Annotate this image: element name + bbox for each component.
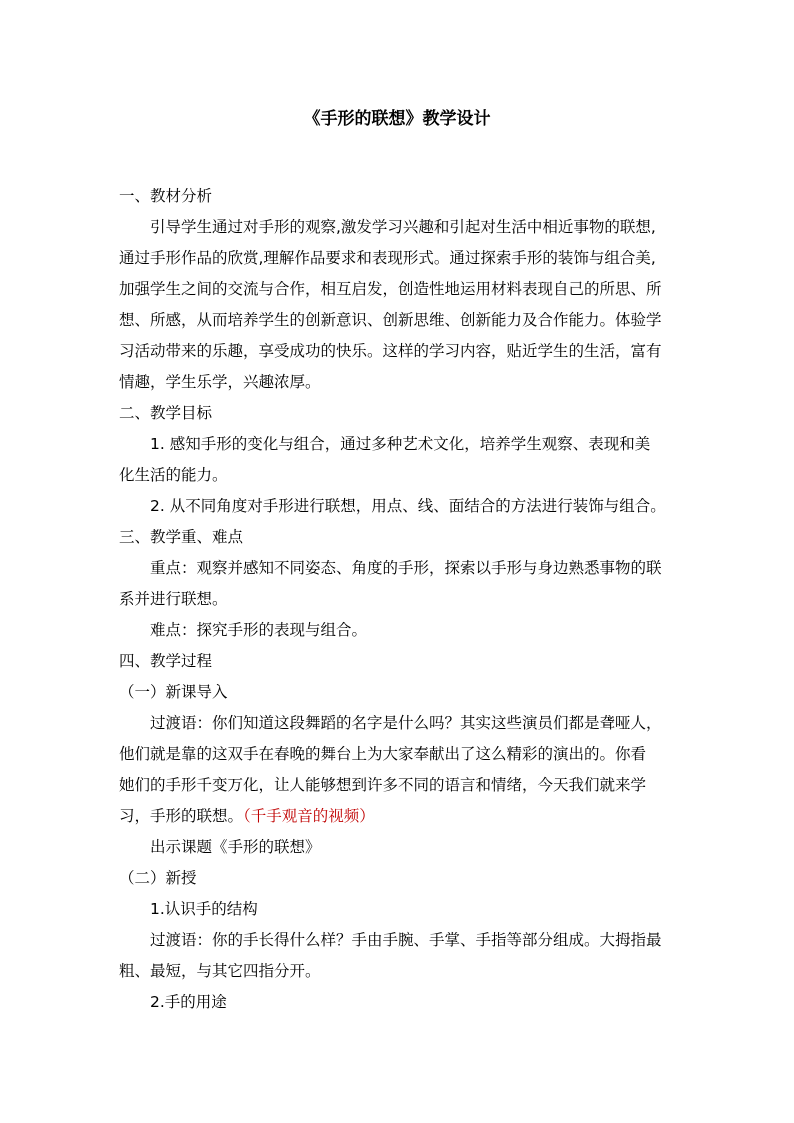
document-body (119, 181, 679, 1018)
subsection-heading-1: （一）新课导入 (119, 683, 228, 701)
section-heading-3: 三、教学重、难点 (119, 528, 244, 546)
section-heading-2: 二、教学目标 (119, 404, 213, 422)
paragraph-line: 习活动带来的乐趣，享受成功的快乐。这样的学习内容，贴近学生的生活，富有 (119, 342, 662, 360)
paragraph-line: 想、所感，从而培养学生的创新意识、创新思维、创新能力及合作能力。体验学 (119, 311, 662, 329)
paragraph-line: 他们就是靠的这双手在春晚的舞台上为大家奉献出了这么精彩的演出的。你看 (119, 745, 647, 763)
paragraph-line (119, 801, 679, 832)
section-heading-4: 四、教学过程 (119, 652, 213, 670)
paragraph-line: 2. 从不同角度对手形进行联想，用点、线、面结合的方法进行装饰与组合。 (150, 497, 666, 515)
video-note: （千手观音的视频） (243, 807, 375, 825)
paragraph-line: 重点：观察并感知不同姿态、角度的手形，探索以手形与身边熟悉事物的联 (150, 559, 662, 577)
paragraph-line: 她们的手形千变万化，让人能够想到许多不同的语言和情绪，今天我们就来学 (119, 776, 647, 794)
paragraph-line: 引导学生通过对手形的观察,激发学习兴趣和引起对生活中相近事物的联想, (150, 218, 656, 236)
paragraph-line: 粗、最短，与其它四指分开。 (119, 962, 321, 980)
paragraph-line: 通过手形作品的欣赏,理解作品要求和表现形式。通过探索手形的装饰与组合美, (119, 249, 656, 267)
paragraph-line: 过渡语：你们知道这段舞蹈的名字是什么吗？其实这些演员们都是聋哑人， (150, 714, 662, 732)
subsection-heading-2: （二）新授 (119, 869, 197, 887)
paragraph-line: 化生活的能力。 (119, 466, 228, 484)
paragraph-line: 过渡语：你的手长得什么样？手由手腕、手掌、手指等部分组成。大拇指最 (150, 931, 662, 949)
list-item: 1.认识手的结构 (150, 900, 258, 918)
paragraph-line: 1. 感知手形的变化与组合，通过多种艺术文化，培养学生观察、表现和美 (150, 435, 651, 453)
section-heading-1: 一、教材分析 (119, 187, 213, 205)
paragraph-line: 出示课题《手形的联想》 (150, 838, 321, 856)
list-item: 2.手的用途 (150, 993, 227, 1011)
document-title: 《手形的联想》教学设计 (303, 109, 491, 129)
paragraph-line: 情趣，学生乐学，兴趣浓厚。 (119, 373, 321, 391)
paragraph-line: 加强学生之间的交流与合作，相互启发，创造性地运用材料表现自己的所思、所 (119, 280, 662, 298)
paragraph-text: 习，手形的联想。 (119, 807, 244, 825)
paragraph-line: 系并进行联想。 (119, 590, 228, 608)
paragraph-line: 难点：探究手形的表现与组合。 (150, 621, 368, 639)
